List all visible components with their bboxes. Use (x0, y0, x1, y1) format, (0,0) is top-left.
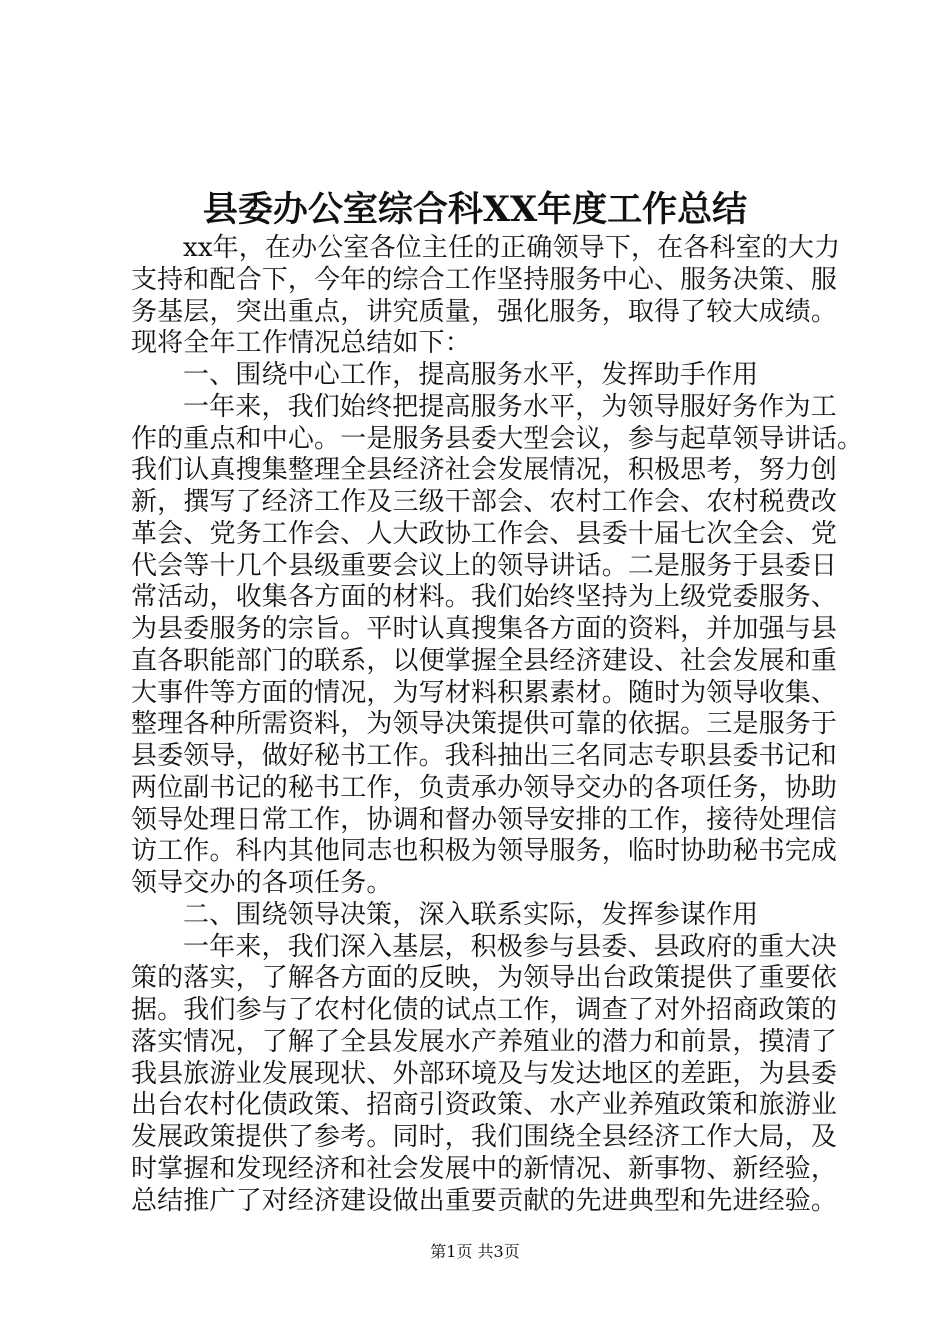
text-line: 现将全年工作情况总结如下： (131, 328, 471, 359)
text-line: 策的落实，了解各方面的反映，为领导出台政策提供了重要依 (131, 963, 838, 994)
text-line: 出台农村化债政策、招商引资政策、水产业养殖政策和旅游业 (131, 1090, 838, 1121)
text-line: 大事件等方面的情况，为写材料积累素材。随时为领导收集、 (131, 677, 838, 708)
document-body (131, 233, 864, 1217)
text-line: 务基层，突出重点，讲究质量，强化服务，取得了较大成绩。 (131, 296, 838, 327)
text-line: 我县旅游业发展现状、外部环境及与发达地区的差距，为县委 (131, 1058, 838, 1089)
text-line: 常活动，收集各方面的材料。我们始终坚持为上级党委服务、 (131, 582, 838, 613)
text-line: 发展政策提供了参考。同时，我们围绕全县经济工作大局，及 (131, 1122, 838, 1152)
text-line: 落实情况，了解了全县发展水产养殖业的潜力和前景，摸清了 (131, 1026, 838, 1057)
text-line: 领导交办的各项任务。 (131, 868, 393, 898)
text-line: 我们认真搜集整理全县经济社会发展情况，积极思考，努力创 (131, 455, 838, 486)
text-line: 作的重点和中心。一是服务县委大型会议，参与起草领导讲话。 (131, 423, 864, 454)
text-line: 新，撰写了经济工作及三级干部会、农村工作会、农村税费改 (131, 487, 838, 517)
text-line: 据。我们参与了农村化债的试点工作，调查了对外招商政策的 (131, 995, 838, 1025)
text-line: 两位副书记的秘书工作，负责承办领导交办的各项任务，协助 (131, 772, 838, 803)
text-line: 整理各种所需资料，为领导决策提供可靠的依据。三是服务于 (131, 709, 838, 740)
text-line: 革会、党务工作会、人大政协工作会、县委十届七次全会、党 (131, 518, 838, 549)
text-line: 支持和配合下，今年的综合工作坚持服务中心、服务决策、服 (131, 264, 838, 295)
text-line: 为县委服务的宗旨。平时认真搜集各方面的资料，并加强与县 (131, 614, 838, 644)
document-title: 县委办公室综合科XX年度工作总结 (202, 189, 748, 230)
text-line: xx年，在办公室各位主任的正确领导下，在各科室的大力 (183, 233, 841, 263)
text-line: 一年来，我们深入基层，积极参与县委、县政府的重大决 (183, 931, 837, 962)
text-line: 总结推广了对经济建设做出重要贡献的先进典型和先进经验。 (131, 1185, 838, 1216)
text-line: 一年来，我们始终把提高服务水平，为领导服好务作为工 (183, 391, 837, 422)
text-line: 访工作。科内其他同志也积极为领导服务，临时协助秘书完成 (131, 836, 838, 867)
text-line: 县委领导，做好秘书工作。我科抽出三名同志专职县委书记和 (131, 741, 838, 771)
text-line: 直各职能部门的联系，以便掌握全县经济建设、社会发展和重 (131, 645, 838, 676)
text-line: 时掌握和发现经济和社会发展中的新情况、新事物、新经验， (131, 1153, 838, 1184)
text-line: 领导处理日常工作，协调和督办领导安排的工作，接待处理信 (131, 804, 838, 835)
section-heading: 二、围绕领导决策，深入联系实际，发挥参谋作用 (183, 899, 759, 930)
section-heading: 一、围绕中心工作，提高服务水平，发挥助手作用 (183, 360, 759, 390)
page-footer: 第1页 共3页 (430, 1242, 520, 1261)
text-line: 代会等十几个县级重要会议上的领导讲话。二是服务于县委日 (131, 550, 838, 581)
